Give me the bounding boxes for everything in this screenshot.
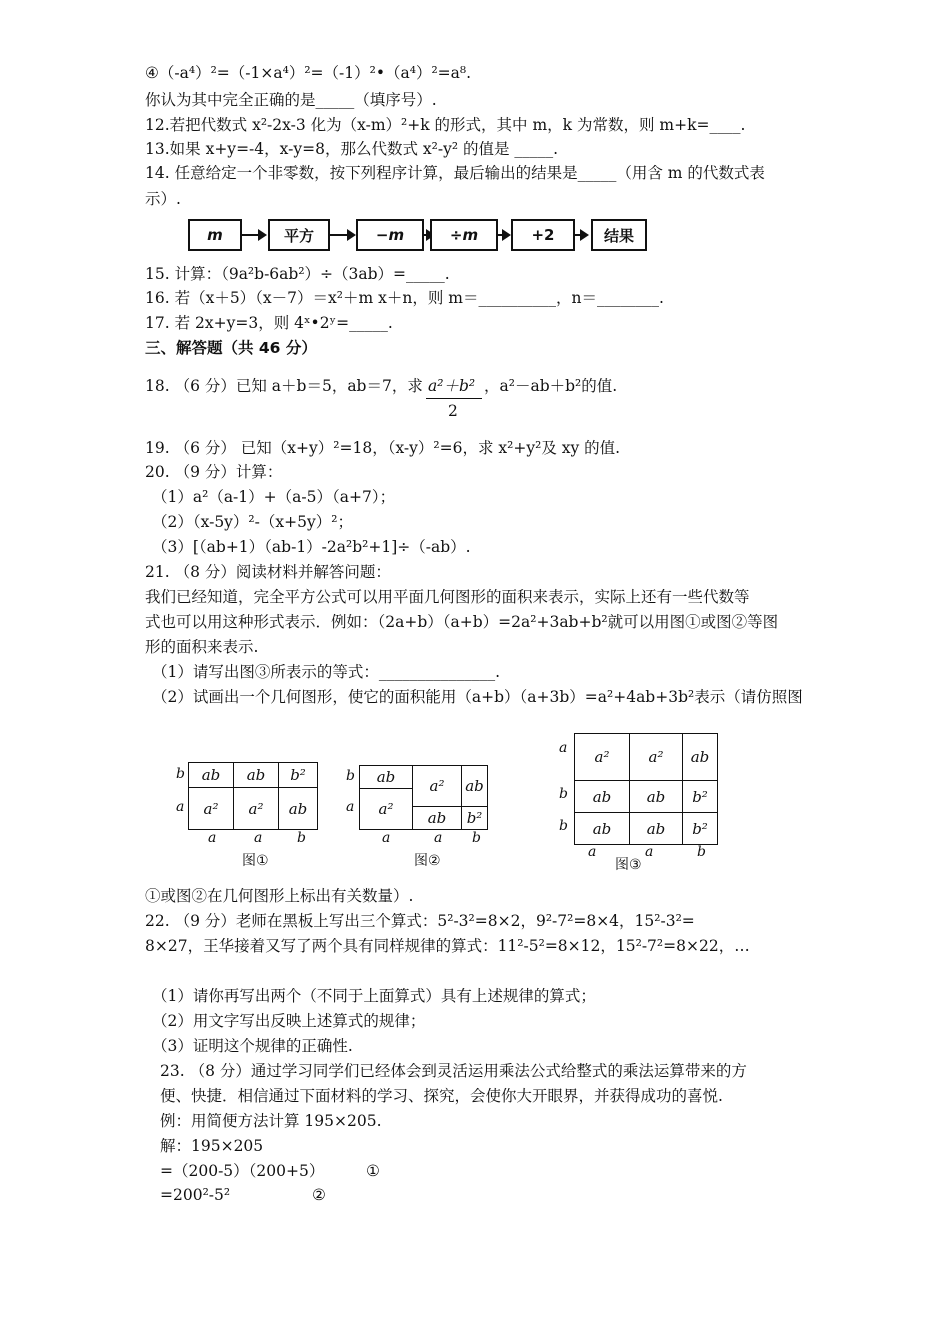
figure-1 xyxy=(170,762,330,872)
fig3-side-label: a xyxy=(559,740,568,756)
question-22-part-3: （3）证明这个规律的正确性. xyxy=(152,1037,353,1055)
question-18-end: ，a²－ab＋b²的值. xyxy=(484,377,618,395)
question-22-cont: 8×27，王华接着又写了两个具有同样规律的算式：11²-5²=8×12，15²-7²=8×22，… xyxy=(145,937,750,955)
fig1-cell: b² xyxy=(278,762,318,788)
fig2-bottom-label: a xyxy=(382,830,391,846)
fig3-cell: a² xyxy=(629,733,683,781)
item-11-question: 你认为其中完全正确的是_____（填序号）. xyxy=(145,91,437,109)
fig3-bottom-label: a xyxy=(588,844,597,860)
question-17: 17. 若 2x+y=3，则 4ˣ•2ʸ=_____. xyxy=(145,314,393,332)
fig1-side-label: a xyxy=(176,799,185,815)
question-21-part-1: （1）请写出图③所表示的等式：_______________. xyxy=(152,663,501,681)
question-20-part-1: （1）a²（a-1）+（a-5）（a+7）； xyxy=(152,488,396,506)
question-21-text-3: 形的面积来表示. xyxy=(145,638,259,656)
fig3-cell: ab xyxy=(574,812,630,845)
fig2-side-label: b xyxy=(346,768,355,784)
fig1-cell: ab xyxy=(233,762,279,788)
fig1-cell: a² xyxy=(188,787,234,830)
fig2-cell: a² xyxy=(359,788,413,830)
fig2-cell: ab xyxy=(461,765,488,807)
flow-step-plus-2: +2 xyxy=(511,219,575,251)
question-12: 12.若把代数式 x²-2x-3 化为（x-m）²+k 的形式，其中 m，k 为常数，则 m+k=____. xyxy=(145,116,746,134)
question-23-cont: 便、快捷．相信通过下面材料的学习、探究，会使你大开眼界，并获得成功的喜悦. xyxy=(160,1087,723,1105)
fig1-side-label: b xyxy=(176,766,185,782)
step-marker-2: ② xyxy=(312,1186,326,1204)
fig2-cell: ab xyxy=(412,806,462,830)
flow-step-divide-m: ÷m xyxy=(430,219,498,251)
fig1-cell: ab xyxy=(188,762,234,788)
fig2-bottom-label: b xyxy=(472,830,481,846)
question-14-cont: 示）. xyxy=(145,190,181,208)
fig3-cell: ab xyxy=(629,780,683,813)
question-16: 16. 若（x＋5）（x－7）＝x²＋m x＋n，则 m＝__________，n＝________. xyxy=(145,289,664,307)
fig2-caption: 图② xyxy=(414,853,441,869)
solution-line-2: =（200-5）（200+5） xyxy=(160,1162,325,1180)
fig3-cell: a² xyxy=(574,733,630,781)
fig3-cell: ab xyxy=(682,733,718,781)
fig3-caption: 图③ xyxy=(615,857,642,873)
question-19: 19. （6 分） 已知（x+y）²=18，（x-y）²=6，求 x²+y²及 xy 的值. xyxy=(145,439,621,457)
figure-3 xyxy=(555,732,725,872)
question-21-text-1: 我们已经知道，完全平方公式可以用平面几何图形的面积来表示，实际上还有一些代数等 xyxy=(145,588,750,606)
flow-step-input: m xyxy=(188,219,242,251)
fig3-cell: b² xyxy=(682,780,718,813)
fig3-cell: ab xyxy=(629,812,683,845)
question-22-part-1: （1）请你再写出两个（不同于上面算式）具有上述规律的算式； xyxy=(152,987,596,1005)
question-20: 20. （9 分）计算： xyxy=(145,463,283,481)
figure-2 xyxy=(340,762,500,872)
fig1-bottom-label: b xyxy=(297,830,306,846)
question-22: 22. （9 分）老师在黑板上写出三个算式：5²-3²=8×2，9²-7²=8×4，15²-3²= xyxy=(145,912,695,930)
question-21-part-2: （2）试画出一个几何图形，使它的面积能用（a+b）（a+3b）=a²+4ab+3b²表示（请仿照图 xyxy=(152,688,803,706)
fig1-cell: ab xyxy=(278,787,318,830)
fraction-bar xyxy=(426,398,482,399)
question-20-part-2: （2）（x-5y）²-（x+5y）²； xyxy=(152,513,353,531)
fig1-bottom-label: a xyxy=(254,830,263,846)
question-13: 13.如果 x+y=-4，x-y=8，那么代数式 x²-y² 的值是 _____. xyxy=(145,140,559,158)
fig1-cell: a² xyxy=(233,787,279,830)
section-3-heading: 三、解答题（共 46 分） xyxy=(145,339,317,357)
fig1-bottom-label: a xyxy=(208,830,217,846)
fraction-denominator: 2 xyxy=(448,402,458,420)
question-21: 21. （8 分）阅读材料并解答问题： xyxy=(145,563,391,581)
question-21-text-2: 式也可以用这种形式表示．例如：（2a+b）（a+b）=2a²+3ab+b²就可以用图①或图②等图 xyxy=(145,613,779,631)
fig3-cell: b² xyxy=(682,812,718,845)
fig3-bottom-label: a xyxy=(645,844,654,860)
fig3-cell: ab xyxy=(574,780,630,813)
fraction-numerator: a²＋b² xyxy=(428,377,476,395)
fig3-bottom-label: b xyxy=(697,844,706,860)
example-title: 例：用简便方法计算 195×205. xyxy=(160,1112,382,1130)
fig3-side-label: b xyxy=(559,818,568,834)
question-14: 14. 任意给定一个非零数，按下列程序计算，最后输出的结果是_____（用含 m 的代数式表 xyxy=(145,164,765,182)
question-21-part-2-cont: ①或图②在几何图形上标出有关数量）. xyxy=(145,887,414,905)
solution-line-3: =200²-5² xyxy=(160,1186,231,1204)
question-22-part-2: （2）用文字写出反映上述算式的规律； xyxy=(152,1012,426,1030)
question-15: 15. 计算：（9a²b-6ab²）÷（3ab）=_____. xyxy=(145,265,450,283)
flow-step-minus-m: −m xyxy=(356,219,424,251)
solution-line-1: 解：195×205 xyxy=(160,1137,264,1155)
question-20-part-3: （3）[（ab+1）（ab-1）-2a²b²+1]÷（-ab）. xyxy=(152,538,471,556)
fig2-cell: a² xyxy=(412,765,462,807)
fig2-bottom-label: a xyxy=(434,830,443,846)
fig3-side-label: b xyxy=(559,786,568,802)
fig1-caption: 图① xyxy=(242,853,269,869)
question-18-start: 18. （6 分）已知 a＋b＝5，ab＝7，求 xyxy=(145,377,423,395)
flow-step-square: 平方 xyxy=(268,219,330,251)
fig2-cell: ab xyxy=(359,765,413,789)
question-23: 23. （8 分）通过学习同学们已经体会到灵活运用乘法公式给整式的乘法运算带来的方 xyxy=(160,1062,747,1080)
fig2-side-label: a xyxy=(346,799,355,815)
fig2-cell: b² xyxy=(461,806,488,830)
flow-step-result: 结果 xyxy=(591,219,647,251)
program-flowchart xyxy=(188,219,658,251)
item-11-option-4: ④（-a⁴）²=（-1×a⁴）²=（-1）²•（a⁴）²=a⁸. xyxy=(145,64,472,82)
step-marker-1: ① xyxy=(366,1162,380,1180)
